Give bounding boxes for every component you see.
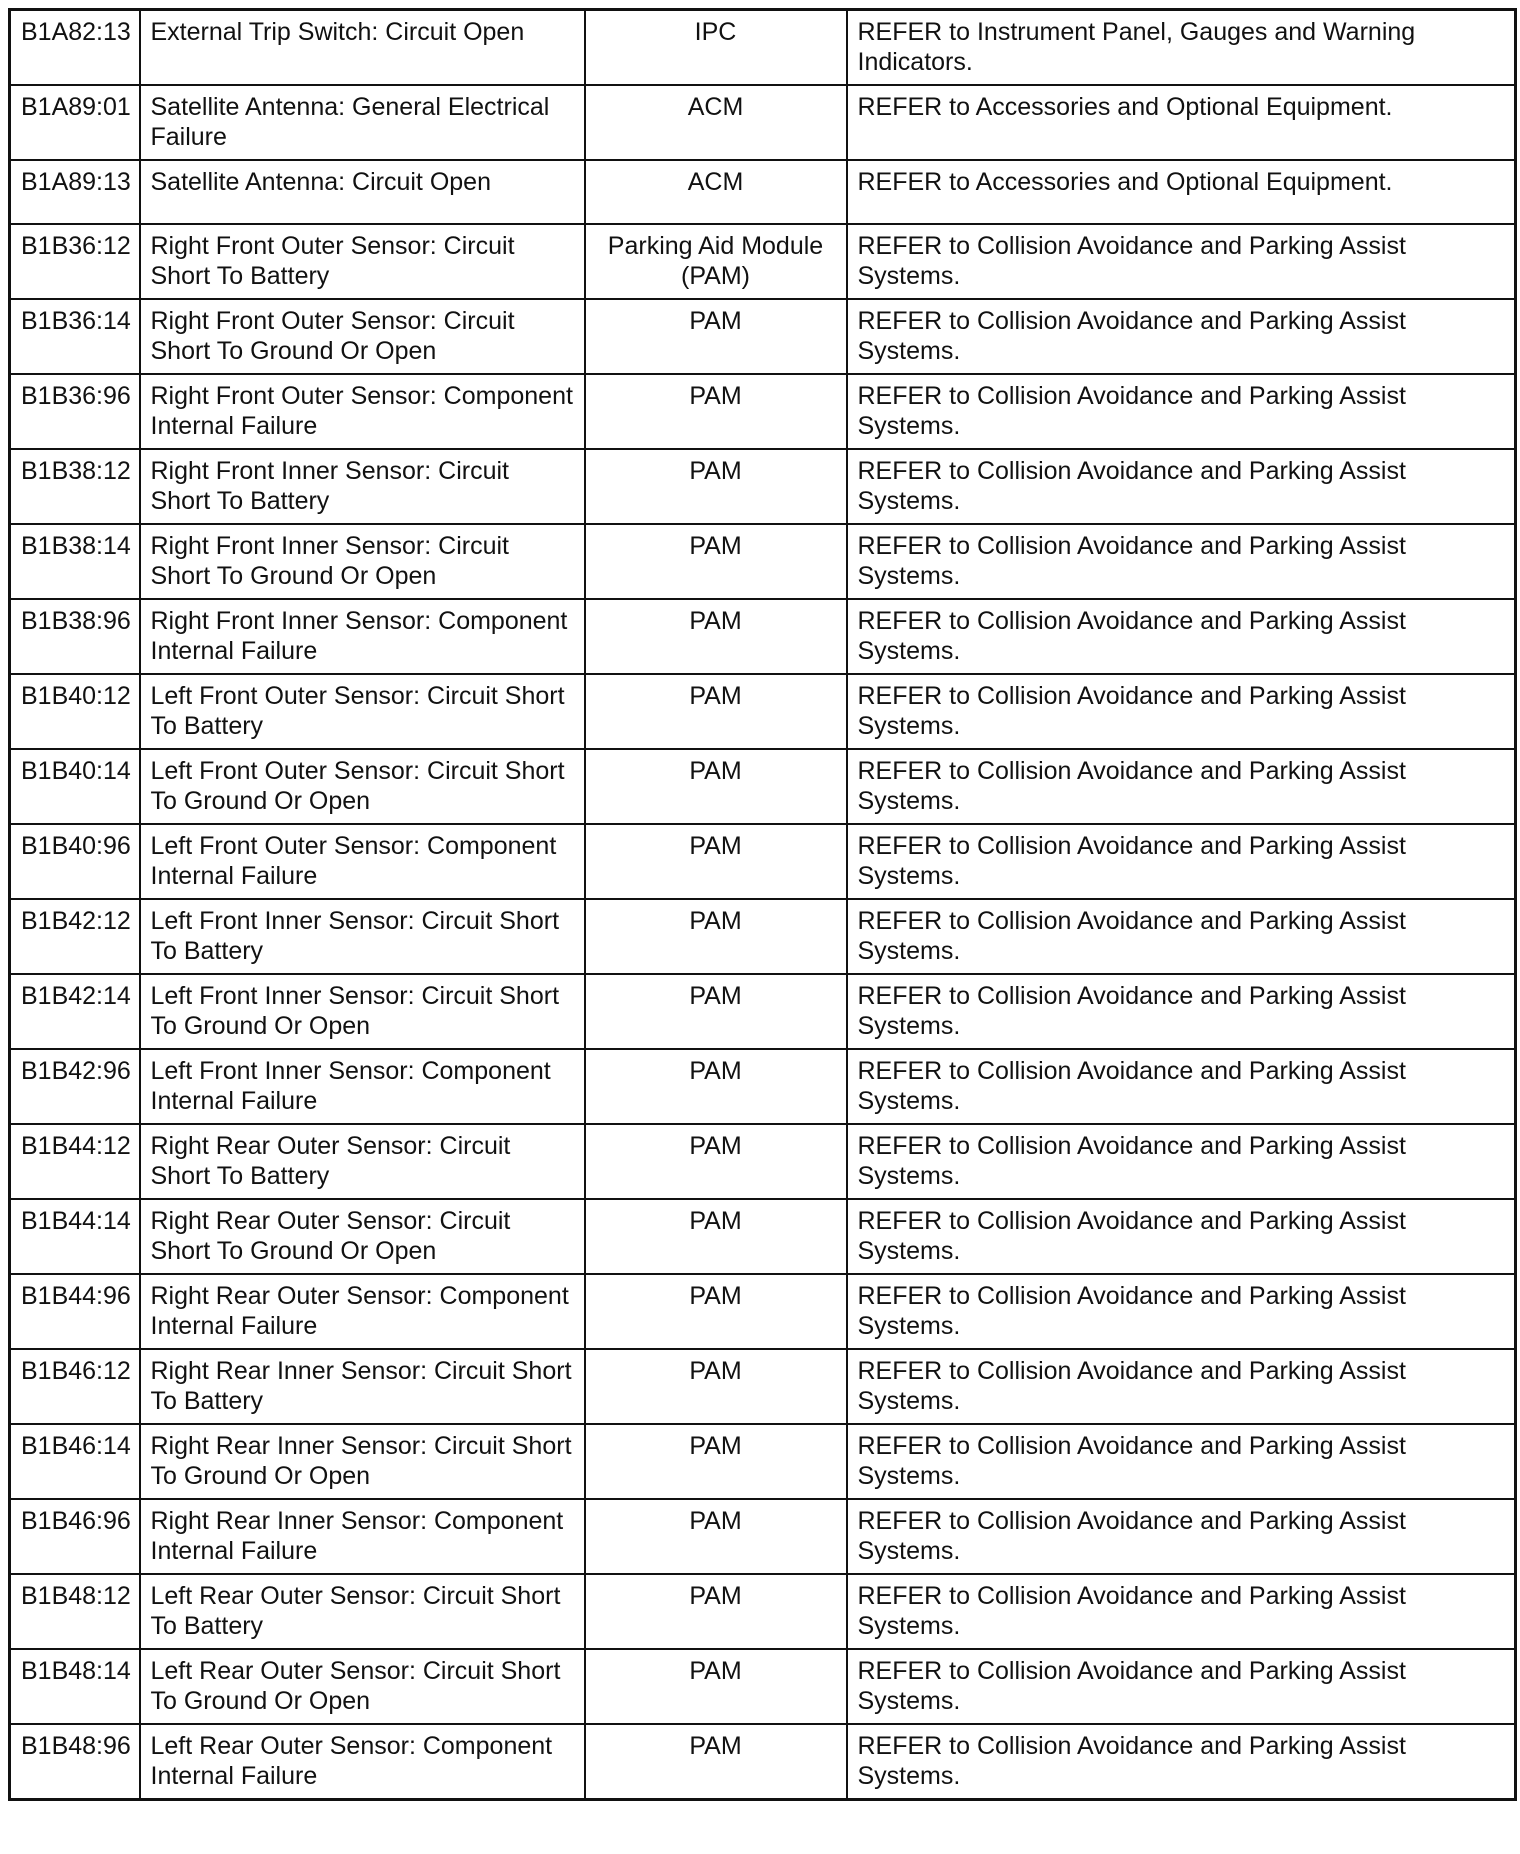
module-cell: PAM <box>585 1274 847 1349</box>
dtc-code-cell: B1B46:12 <box>10 1349 140 1424</box>
action-cell: REFER to Instrument Panel, Gauges and Warning Indicators. <box>847 10 1516 86</box>
dtc-code-cell: B1A89:01 <box>10 85 140 160</box>
table-row <box>10 1349 1516 1424</box>
module-cell: PAM <box>585 299 847 374</box>
action-cell: REFER to Collision Avoidance and Parking Assist Systems. <box>847 1649 1516 1724</box>
action-cell: REFER to Collision Avoidance and Parking Assist Systems. <box>847 1199 1516 1274</box>
dtc-description-cell: Left Front Inner Sensor: Circuit Short To Battery <box>140 899 585 974</box>
dtc-code-cell: B1B38:96 <box>10 599 140 674</box>
action-cell: REFER to Accessories and Optional Equipment. <box>847 85 1516 160</box>
table-row <box>10 749 1516 824</box>
dtc-description-cell: Right Front Outer Sensor: Circuit Short To Ground Or Open <box>140 299 585 374</box>
dtc-description-cell: Right Front Inner Sensor: Circuit Short To Ground Or Open <box>140 524 585 599</box>
module-cell: PAM <box>585 449 847 524</box>
dtc-description-cell: Satellite Antenna: Circuit Open <box>140 160 585 224</box>
dtc-code-cell: B1B40:96 <box>10 824 140 899</box>
module-cell: Parking Aid Module (PAM) <box>585 224 847 299</box>
dtc-code-cell: B1B48:96 <box>10 1724 140 1800</box>
module-cell: PAM <box>585 1349 847 1424</box>
module-cell: PAM <box>585 374 847 449</box>
action-cell: REFER to Collision Avoidance and Parking Assist Systems. <box>847 224 1516 299</box>
table-row <box>10 1649 1516 1724</box>
dtc-description-cell: Right Rear Inner Sensor: Component Internal Failure <box>140 1499 585 1574</box>
table-row <box>10 85 1516 160</box>
action-cell: REFER to Collision Avoidance and Parking Assist Systems. <box>847 974 1516 1049</box>
dtc-code-cell: B1B42:12 <box>10 899 140 974</box>
dtc-description-cell: Right Rear Inner Sensor: Circuit Short To Battery <box>140 1349 585 1424</box>
dtc-description-cell: Right Front Inner Sensor: Component Internal Failure <box>140 599 585 674</box>
dtc-description-cell: External Trip Switch: Circuit Open <box>140 10 585 86</box>
table-row <box>10 1424 1516 1499</box>
table-row <box>10 374 1516 449</box>
dtc-code-cell: B1B40:12 <box>10 674 140 749</box>
dtc-code-cell: B1B36:96 <box>10 374 140 449</box>
dtc-description-cell: Left Rear Outer Sensor: Circuit Short To Battery <box>140 1574 585 1649</box>
action-cell: REFER to Collision Avoidance and Parking Assist Systems. <box>847 674 1516 749</box>
action-cell: REFER to Collision Avoidance and Parking Assist Systems. <box>847 1049 1516 1124</box>
action-cell: REFER to Collision Avoidance and Parking Assist Systems. <box>847 449 1516 524</box>
dtc-description-cell: Left Rear Outer Sensor: Circuit Short To Ground Or Open <box>140 1649 585 1724</box>
table-row <box>10 1274 1516 1349</box>
module-cell: PAM <box>585 674 847 749</box>
action-cell: REFER to Collision Avoidance and Parking Assist Systems. <box>847 299 1516 374</box>
module-cell: PAM <box>585 1199 847 1274</box>
action-cell: REFER to Collision Avoidance and Parking Assist Systems. <box>847 1274 1516 1349</box>
table-row <box>10 599 1516 674</box>
action-cell: REFER to Collision Avoidance and Parking Assist Systems. <box>847 899 1516 974</box>
action-cell: REFER to Collision Avoidance and Parking Assist Systems. <box>847 1574 1516 1649</box>
module-cell: PAM <box>585 1049 847 1124</box>
dtc-code-cell: B1B40:14 <box>10 749 140 824</box>
module-cell: PAM <box>585 899 847 974</box>
table-row <box>10 974 1516 1049</box>
dtc-description-cell: Left Front Inner Sensor: Component Internal Failure <box>140 1049 585 1124</box>
table-row <box>10 449 1516 524</box>
dtc-code-cell: B1B48:14 <box>10 1649 140 1724</box>
table-row <box>10 1499 1516 1574</box>
action-cell: REFER to Collision Avoidance and Parking Assist Systems. <box>847 1724 1516 1800</box>
module-cell: PAM <box>585 974 847 1049</box>
dtc-code-cell: B1B42:96 <box>10 1049 140 1124</box>
dtc-code-cell: B1B36:14 <box>10 299 140 374</box>
module-cell: PAM <box>585 749 847 824</box>
dtc-description-cell: Right Front Inner Sensor: Circuit Short To Battery <box>140 449 585 524</box>
action-cell: REFER to Collision Avoidance and Parking Assist Systems. <box>847 1124 1516 1199</box>
dtc-table <box>8 8 1517 1801</box>
module-cell: PAM <box>585 1499 847 1574</box>
table-row <box>10 899 1516 974</box>
dtc-description-cell: Satellite Antenna: General Electrical Failure <box>140 85 585 160</box>
dtc-code-cell: B1B46:14 <box>10 1424 140 1499</box>
dtc-description-cell: Right Rear Inner Sensor: Circuit Short To Ground Or Open <box>140 1424 585 1499</box>
module-cell: ACM <box>585 85 847 160</box>
action-cell: REFER to Collision Avoidance and Parking Assist Systems. <box>847 824 1516 899</box>
table-row <box>10 1724 1516 1800</box>
dtc-description-cell: Right Rear Outer Sensor: Component Internal Failure <box>140 1274 585 1349</box>
module-cell: PAM <box>585 1124 847 1199</box>
dtc-table-body <box>10 10 1516 1800</box>
dtc-description-cell: Left Front Inner Sensor: Circuit Short To Ground Or Open <box>140 974 585 1049</box>
table-row <box>10 1124 1516 1199</box>
dtc-code-cell: B1A82:13 <box>10 10 140 86</box>
table-row <box>10 1049 1516 1124</box>
action-cell: REFER to Collision Avoidance and Parking Assist Systems. <box>847 599 1516 674</box>
module-cell: PAM <box>585 524 847 599</box>
action-cell: REFER to Collision Avoidance and Parking Assist Systems. <box>847 374 1516 449</box>
module-cell: PAM <box>585 1574 847 1649</box>
dtc-code-cell: B1A89:13 <box>10 160 140 224</box>
dtc-code-cell: B1B44:14 <box>10 1199 140 1274</box>
dtc-description-cell: Right Front Outer Sensor: Component Internal Failure <box>140 374 585 449</box>
table-row <box>10 160 1516 224</box>
dtc-description-cell: Left Front Outer Sensor: Component Internal Failure <box>140 824 585 899</box>
dtc-description-cell: Left Front Outer Sensor: Circuit Short To Ground Or Open <box>140 749 585 824</box>
table-row <box>10 224 1516 299</box>
action-cell: REFER to Collision Avoidance and Parking Assist Systems. <box>847 1424 1516 1499</box>
dtc-description-cell: Left Rear Outer Sensor: Component Internal Failure <box>140 1724 585 1800</box>
table-row <box>10 524 1516 599</box>
dtc-description-cell: Right Front Outer Sensor: Circuit Short To Battery <box>140 224 585 299</box>
module-cell: PAM <box>585 824 847 899</box>
dtc-code-cell: B1B38:14 <box>10 524 140 599</box>
dtc-code-cell: B1B46:96 <box>10 1499 140 1574</box>
dtc-description-cell: Right Rear Outer Sensor: Circuit Short To Ground Or Open <box>140 1199 585 1274</box>
action-cell: REFER to Collision Avoidance and Parking Assist Systems. <box>847 1349 1516 1424</box>
module-cell: PAM <box>585 1424 847 1499</box>
dtc-code-cell: B1B42:14 <box>10 974 140 1049</box>
action-cell: REFER to Collision Avoidance and Parking Assist Systems. <box>847 749 1516 824</box>
module-cell: IPC <box>585 10 847 86</box>
action-cell: REFER to Collision Avoidance and Parking Assist Systems. <box>847 1499 1516 1574</box>
action-cell: REFER to Collision Avoidance and Parking Assist Systems. <box>847 524 1516 599</box>
dtc-description-cell: Left Front Outer Sensor: Circuit Short To Battery <box>140 674 585 749</box>
module-cell: ACM <box>585 160 847 224</box>
action-cell: REFER to Accessories and Optional Equipment. <box>847 160 1516 224</box>
table-row <box>10 1574 1516 1649</box>
dtc-code-cell: B1B44:96 <box>10 1274 140 1349</box>
table-row <box>10 299 1516 374</box>
module-cell: PAM <box>585 1724 847 1800</box>
module-cell: PAM <box>585 1649 847 1724</box>
dtc-code-cell: B1B48:12 <box>10 1574 140 1649</box>
table-row <box>10 1199 1516 1274</box>
module-cell: PAM <box>585 599 847 674</box>
dtc-code-cell: B1B38:12 <box>10 449 140 524</box>
dtc-code-cell: B1B44:12 <box>10 1124 140 1199</box>
table-row <box>10 674 1516 749</box>
dtc-code-cell: B1B36:12 <box>10 224 140 299</box>
table-row <box>10 824 1516 899</box>
table-row <box>10 10 1516 86</box>
dtc-description-cell: Right Rear Outer Sensor: Circuit Short To Battery <box>140 1124 585 1199</box>
